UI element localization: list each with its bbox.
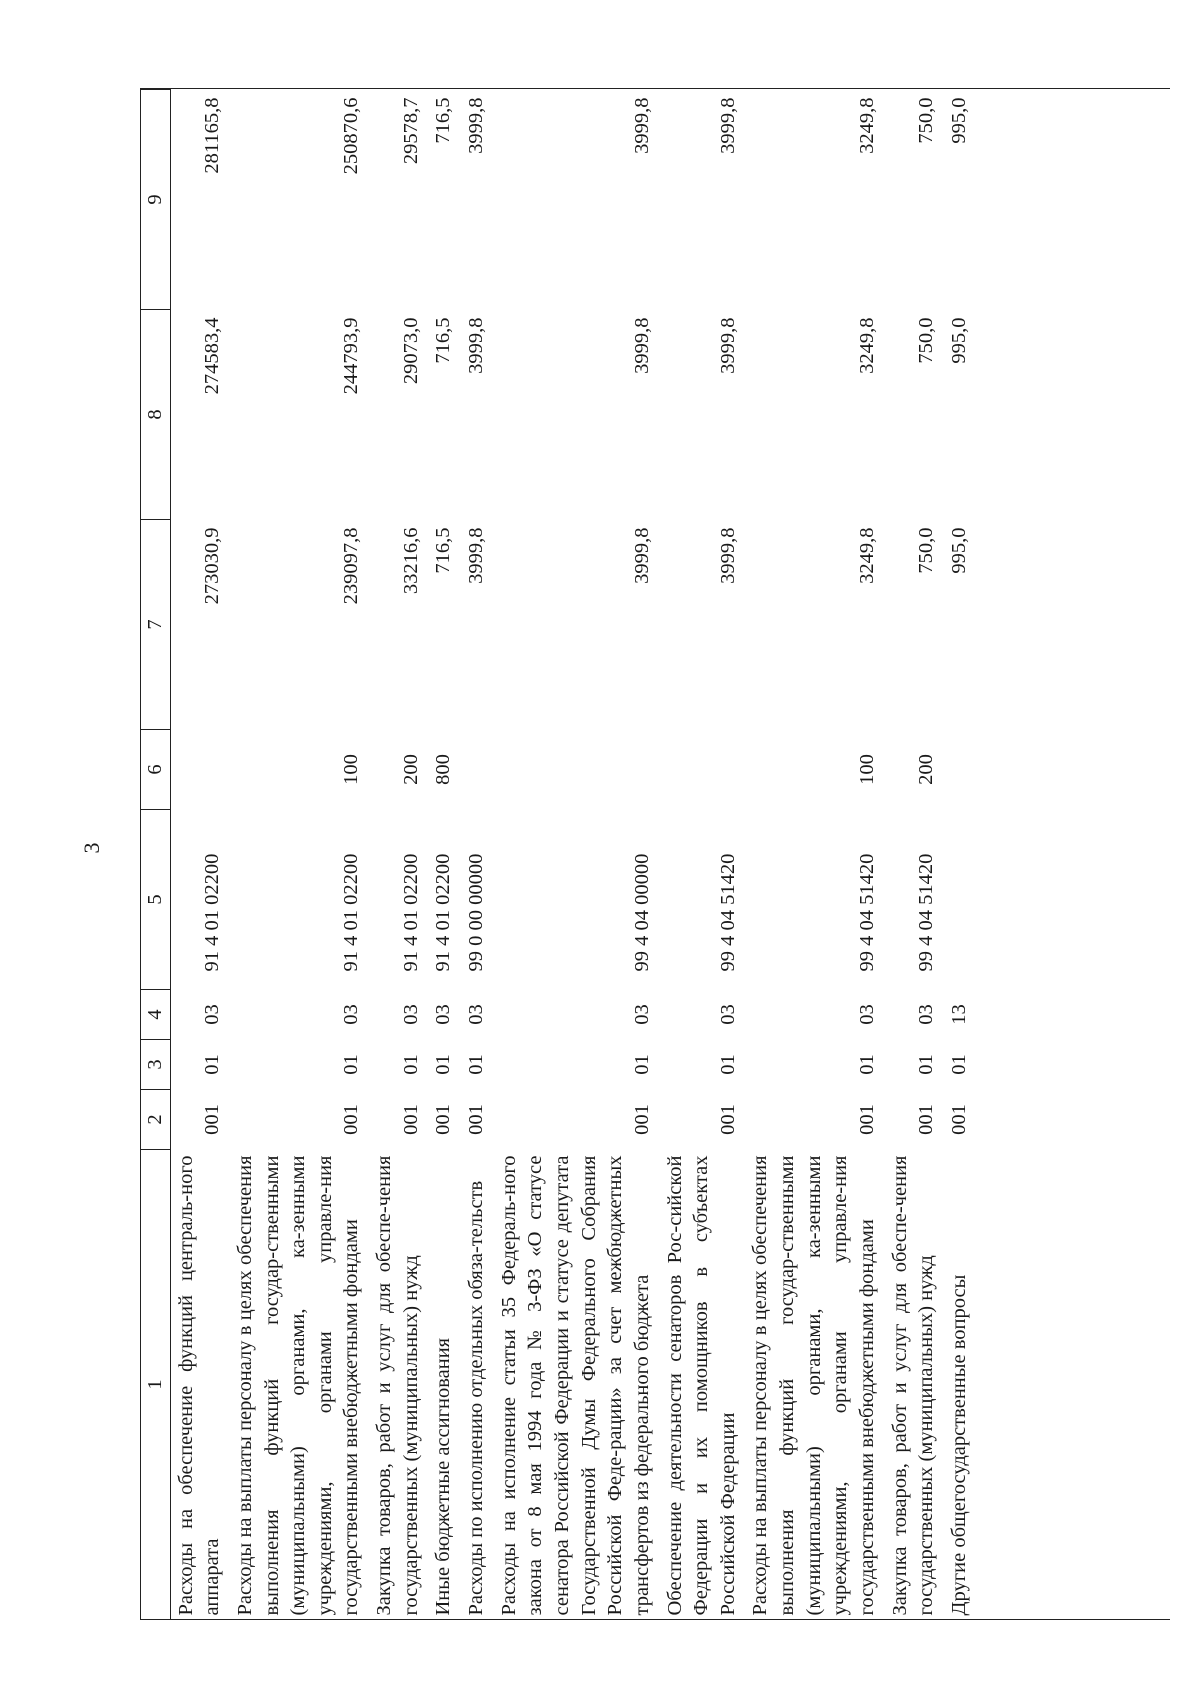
table-row (170, 90, 230, 1620)
column-header: 4 (141, 990, 171, 1040)
row-code-2-cell: 001 (915, 1104, 938, 1135)
row-code-6-cell: 100 (340, 754, 363, 785)
row-code-2-cell: 001 (465, 1104, 488, 1135)
row-code-5-cell: 91 4 01 02200 (432, 853, 455, 972)
row-code-6-cell (461, 730, 494, 810)
row-value-8-cell: 716,5 (432, 317, 455, 364)
row-code-4-cell: 03 (432, 1004, 455, 1025)
row-value-8-cell: 3999,8 (716, 317, 739, 374)
row-value-9-cell: 3249,8 (856, 97, 879, 154)
row-code-2-cell: 001 (716, 1104, 739, 1135)
row-code-6-cell (660, 730, 746, 810)
column-header: 2 (141, 1090, 171, 1150)
row-code-4-cell: 03 (716, 1004, 739, 1025)
row-value-9-cell: 3999,8 (630, 97, 653, 154)
row-code-3-cell: 01 (201, 1054, 224, 1075)
row-code-2-cell: 001 (399, 1104, 422, 1135)
row-code-4-cell: 03 (856, 1004, 879, 1025)
row-code-6-cell (170, 730, 230, 810)
row-code-4-cell: 03 (915, 1004, 938, 1025)
row-value-9-cell: 250870,6 (340, 97, 363, 175)
column-header: 8 (141, 310, 171, 520)
row-value-9-cell: 29578,7 (399, 97, 422, 165)
row-code-6-cell: 200 (915, 754, 938, 785)
row-code-2-cell: 001 (201, 1104, 224, 1135)
row-value-9-cell: 716,5 (432, 97, 455, 144)
row-code-4-cell: 03 (465, 1004, 488, 1025)
row-code-3-cell: 01 (340, 1054, 363, 1075)
row-name-cell: Иные бюджетные ассигнования (432, 1337, 455, 1616)
row-value-8-cell: 750,0 (915, 317, 938, 364)
row-value-8-cell: 3999,8 (630, 317, 653, 374)
table-row (494, 90, 660, 1620)
row-code-4-cell: 03 (340, 1004, 363, 1025)
row-value-9-cell: 750,0 (915, 97, 938, 144)
row-code-3-cell: 01 (465, 1054, 488, 1075)
row-name-cell: Расходы на выплаты персоналу в целях обеспечения выполнения функций государ-ственными (муниципальными) органами, ка-зенными учреждениями, органами управле-ния государственными внебюджетными фондами (233, 1155, 363, 1616)
column-header: 3 (141, 1040, 171, 1090)
row-value-8-cell: 3249,8 (856, 317, 879, 374)
column-header: 7 (141, 520, 171, 730)
row-code-6-cell: 800 (432, 754, 455, 785)
table-row (660, 90, 746, 1620)
row-code-2-cell: 001 (856, 1104, 879, 1135)
row-code-3-cell: 01 (856, 1054, 879, 1075)
budget-table-rotated (140, 90, 1170, 1620)
row-code-5-cell: 99 4 04 51420 (856, 853, 879, 972)
row-value-9-cell: 995,0 (947, 97, 970, 144)
table-row (230, 90, 369, 1620)
row-name-cell: Расходы на выплаты персоналу в целях обеспечения выполнения функций государ-ственными (муниципальными) органами, ка-зенными учреждениями, органами управле-ния государственными внебюджетными фондами (749, 1155, 879, 1616)
row-name-cell: Обеспечение деятельности сенаторов Рос-сийской Федерации и их помощников в субъектах Российской Федерации (663, 1155, 739, 1616)
row-name-cell: Расходы на обеспечение функций централь-ного аппарата (174, 1155, 224, 1616)
row-code-3-cell: 01 (432, 1054, 455, 1075)
row-value-7-cell: 3999,8 (716, 527, 739, 584)
row-value-7-cell: 3249,8 (856, 527, 879, 584)
row-code-2-cell: 001 (630, 1104, 653, 1135)
row-value-8-cell: 274583,4 (201, 317, 224, 395)
row-name-cell: Другие общегосударственные вопросы (947, 1274, 970, 1616)
row-value-9-cell: 3999,8 (465, 97, 488, 154)
row-value-7-cell: 716,5 (432, 527, 455, 574)
row-code-5-cell: 91 4 01 02200 (340, 853, 363, 972)
row-code-5-cell (944, 810, 977, 990)
row-value-8-cell: 244793,9 (340, 317, 363, 395)
column-header: 9 (141, 90, 171, 310)
row-code-2-cell: 001 (947, 1104, 970, 1135)
column-header: 1 (141, 1150, 171, 1620)
row-code-5-cell: 99 4 04 51420 (716, 853, 739, 972)
row-code-6-cell (944, 730, 977, 810)
row-code-2-cell: 001 (432, 1104, 455, 1135)
row-name-cell: Закупка товаров, работ и услуг для обеспе-чения государственных (муниципальных) нужд (888, 1155, 938, 1616)
table-row (944, 90, 977, 1620)
row-code-3-cell: 01 (915, 1054, 938, 1075)
row-code-6-cell: 200 (399, 754, 422, 785)
row-code-6-cell (494, 730, 660, 810)
row-value-7-cell: 750,0 (915, 527, 938, 574)
row-name-cell: Расходы на исполнение статьи 35 Федераль-ного закона от 8 мая 1994 года № 3-ФЗ «О статусе сенатора Российской Федерации и статусе депутата Государственной Думы Федерального Собрания Российской Феде-рации» за счет межбюджетных трансфертов из федерального бюджета (497, 1155, 653, 1616)
row-code-2-cell: 001 (340, 1104, 363, 1135)
row-value-8-cell: 3999,8 (465, 317, 488, 374)
row-code-3-cell: 01 (947, 1054, 970, 1075)
table-row (461, 90, 494, 1620)
row-code-5-cell: 99 4 04 51420 (915, 853, 938, 972)
row-name-cell: Закупка товаров, работ и услуг для обеспе-чения государственных (муниципальных) нужд (373, 1155, 422, 1616)
row-code-5-cell: 91 4 01 02200 (399, 853, 422, 972)
column-header: 5 (141, 810, 171, 990)
row-code-3-cell: 01 (630, 1054, 653, 1075)
page-number: 3 (79, 842, 104, 854)
row-code-4-cell: 13 (947, 1004, 970, 1025)
row-code-4-cell: 03 (630, 1004, 653, 1025)
budget-table (140, 89, 977, 1620)
row-code-5-cell: 99 0 00 00000 (465, 853, 488, 972)
row-value-8-cell: 995,0 (947, 317, 970, 364)
row-value-7-cell: 33216,6 (399, 527, 422, 595)
row-code-3-cell: 01 (399, 1054, 422, 1075)
row-code-4-cell: 03 (399, 1004, 422, 1025)
table-row (428, 90, 461, 1620)
row-code-5-cell: 99 4 04 00000 (630, 853, 653, 972)
row-name-cell: Расходы по исполнению отдельных обяза-тельств (465, 1180, 488, 1616)
row-value-8-cell: 29073,0 (399, 317, 422, 385)
row-code-6-cell: 100 (856, 754, 879, 785)
row-code-4-cell: 03 (201, 1004, 224, 1025)
row-value-7-cell: 995,0 (947, 527, 970, 574)
row-code-3-cell: 01 (716, 1054, 739, 1075)
table-header-row (141, 90, 171, 1620)
table-row (369, 90, 428, 1620)
table-row (885, 90, 944, 1620)
row-value-7-cell: 3999,8 (630, 527, 653, 584)
row-code-5-cell: 91 4 01 02200 (201, 853, 224, 972)
row-value-7-cell: 3999,8 (465, 527, 488, 584)
row-value-9-cell: 3999,8 (716, 97, 739, 154)
column-header: 6 (141, 730, 171, 810)
table-row (745, 90, 884, 1620)
row-value-9-cell: 281165,8 (201, 97, 224, 174)
row-value-7-cell: 273030,9 (201, 527, 224, 605)
row-value-7-cell: 239097,8 (340, 527, 363, 605)
